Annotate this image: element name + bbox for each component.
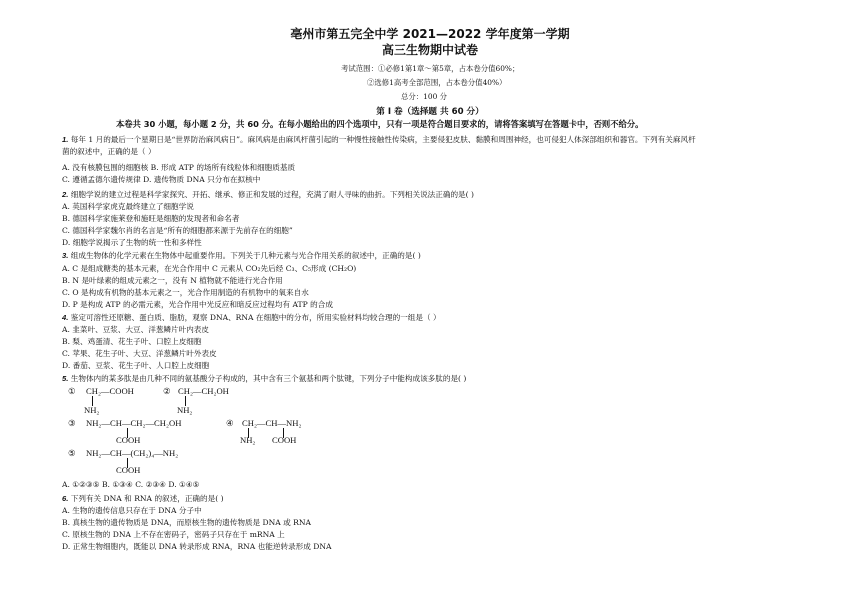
question-4-option: B. 梨、鸡蛋清、花生子叶、口腔上皮细胞 [62, 337, 202, 346]
question-6-option: B. 真核生物的遗传物质是 DNA，而原核生物的遗传物质是 DNA 或 RNA [62, 518, 311, 527]
question-4-option: D. 番茄、豆浆、花生子叶、人口腔上皮细胞 [62, 361, 210, 370]
question-3-stem [62, 250, 421, 261]
question-6-stem [62, 493, 224, 504]
formula-4-substituent: COOH [272, 435, 297, 445]
question-5-options: A. ①②③⑤ B. ①③④ C. ②③④ D. ①④⑤ [62, 480, 200, 489]
question-2-option: B. 德国科学家施莱登和施旺是细胞的发现者和命名者 [62, 214, 240, 223]
formula-5-substituent: COOH [116, 465, 141, 475]
question-2-option: A. 英国科学家虎克最终建立了细胞学说 [62, 202, 194, 211]
question-stem: 鉴定可溶性还原糖、蛋白质、脂肪，观察 DNA、RNA 在细胞中的分布，所用实验材料均较合理的一组是（ ） [70, 313, 441, 322]
question-6-option: C. 原核生物的 DNA 上不存在密码子，密码子只存在于 mRNA 上 [62, 530, 285, 539]
exam-title: 亳州市第五完全中学 2021—2022 学年度第一学期 [290, 27, 570, 41]
formula-2-number: ② [163, 386, 171, 396]
question-4-option: A. 韭菜叶、豆浆、大豆、洋葱鳞片叶内表皮 [62, 325, 209, 334]
question-stem: 每年 1 月的最后一个星期日是“世界防治麻风病日”。麻风病是由麻风杆菌引起的一种慢性接触性传染病，主要侵犯皮肤、黏膜和周围神经，也可侵犯人体深部组织和器官。下列有关麻风杆 [70, 135, 696, 144]
question-4-option: C. 苹果、花生子叶、大豆、洋葱鳞片叶外表皮 [62, 349, 217, 358]
formula-2-main: CH₂—CH₂OH [178, 386, 229, 396]
formula-1-substituent: NH₂ [84, 405, 100, 415]
formula-1-main: CH₂—COOH [86, 386, 134, 396]
question-stem: 细胞学说的建立过程是科学家探究、开拓、继承、修正和发展的过程，充满了耐人寻味的曲折。下列相关说法正确的是( ) [70, 190, 474, 199]
question-3-option: B. N 是叶绿素的组成元素之一，没有 N 植物就不能进行光合作用 [62, 276, 283, 285]
question-2-option: C. 德国科学家魏尔肖的名言是“所有的细胞都来源于先前存在的细胞” [62, 226, 293, 235]
exam-scope-line2: ②选修1高考全部范围，占本卷分值40%） [367, 78, 507, 87]
question-3-option: A. C 是组成糖类的基本元素，在光合作用中 C 元素从 CO₂先后经 C₃、C₅形成 (CH₂O) [62, 264, 357, 273]
formula-1-number: ① [68, 386, 76, 396]
question-number: 6. [62, 494, 69, 503]
formula-3-main: NH₂—CH—CH₂—CH₂OH [86, 418, 182, 428]
question-number: 3. [62, 251, 69, 260]
formula-2-substituent: NH₂ [177, 405, 193, 415]
formula-3-number: ③ [68, 418, 76, 428]
question-number: 2. [62, 190, 69, 199]
question-6-option: D. 正常生物细胞内，既能以 DNA 转录形成 RNA，RNA 也能逆转录形成 DNA [62, 542, 332, 551]
question-number: 5. [62, 374, 69, 383]
exam-subtitle: 高三生物期中试卷 [381, 43, 478, 57]
question-stem: 生物体内的某多肽是由几种不同的氨基酸分子构成的，其中含有三个氨基和两个肽键，下列分子中能构成该多肽的是( ) [70, 374, 467, 383]
question-6-option: A. 生物的遗传信息只存在于 DNA 分子中 [62, 506, 202, 515]
question-stem: 组成生物体的化学元素在生物体中起重要作用。下列关于几种元素与光合作用关系的叙述中，正确的是( ) [70, 251, 421, 260]
question-2-option: D. 细胞学说揭示了生物的统一性和多样性 [62, 238, 202, 247]
formula-5-number: ⑤ [68, 448, 76, 458]
formula-5-main: NH₂—CH—(CH₂)₄—NH₂ [86, 448, 179, 458]
formula-4-main: CH₂—CH—NH₂ [242, 418, 302, 428]
question-3-option: C. O 是构成有机物的基本元素之一，光合作用制造的有机物中的氧来自水 [62, 288, 309, 297]
question-5-stem [62, 373, 466, 384]
formula-4-number: ④ [226, 418, 234, 428]
formula-4-substituent: NH₂ [240, 435, 256, 445]
question-2-stem [62, 189, 474, 200]
formula-3-substituent: COOH [116, 435, 141, 445]
question-1-stem-line1 [62, 134, 696, 145]
question-number: 4. [62, 313, 69, 322]
section-title: 第 I 卷（选择题 共 60 分） [376, 107, 484, 117]
question-4-stem [62, 312, 441, 323]
question-3-option: D. P 是构成 ATP 的必需元素，光合作用中光反应和暗反应过程均有 ATP 的合成 [62, 300, 333, 309]
exam-scope-line1: 考试范围：①必修1第1章～第5章，占本卷分值60%； [341, 64, 520, 73]
question-1-option: C. 遵循孟德尔遗传规律 D. 遗传物质 DNA 只分布在拟核中 [62, 175, 261, 184]
question-1-option: A. 没有核膜包围的细胞核 B. 形成 ATP 的场所有线粒体和细胞质基质 [62, 163, 296, 172]
section-instruction: 本卷共 30 小题，每小题 2 分，共 60 分。在每小题给出的四个选项中，只有一项是符合题目要求的，请将答案填写在答题卡中，否则不给分。 [116, 119, 644, 129]
question-1-stem-line2: 菌的叙述中，正确的是（ ） [62, 147, 156, 156]
question-number: 1. [62, 135, 69, 144]
question-stem: 下列有关 DNA 和 RNA 的叙述，正确的是( ) [70, 494, 224, 503]
exam-total-score: 总分：100 分 [401, 92, 448, 101]
